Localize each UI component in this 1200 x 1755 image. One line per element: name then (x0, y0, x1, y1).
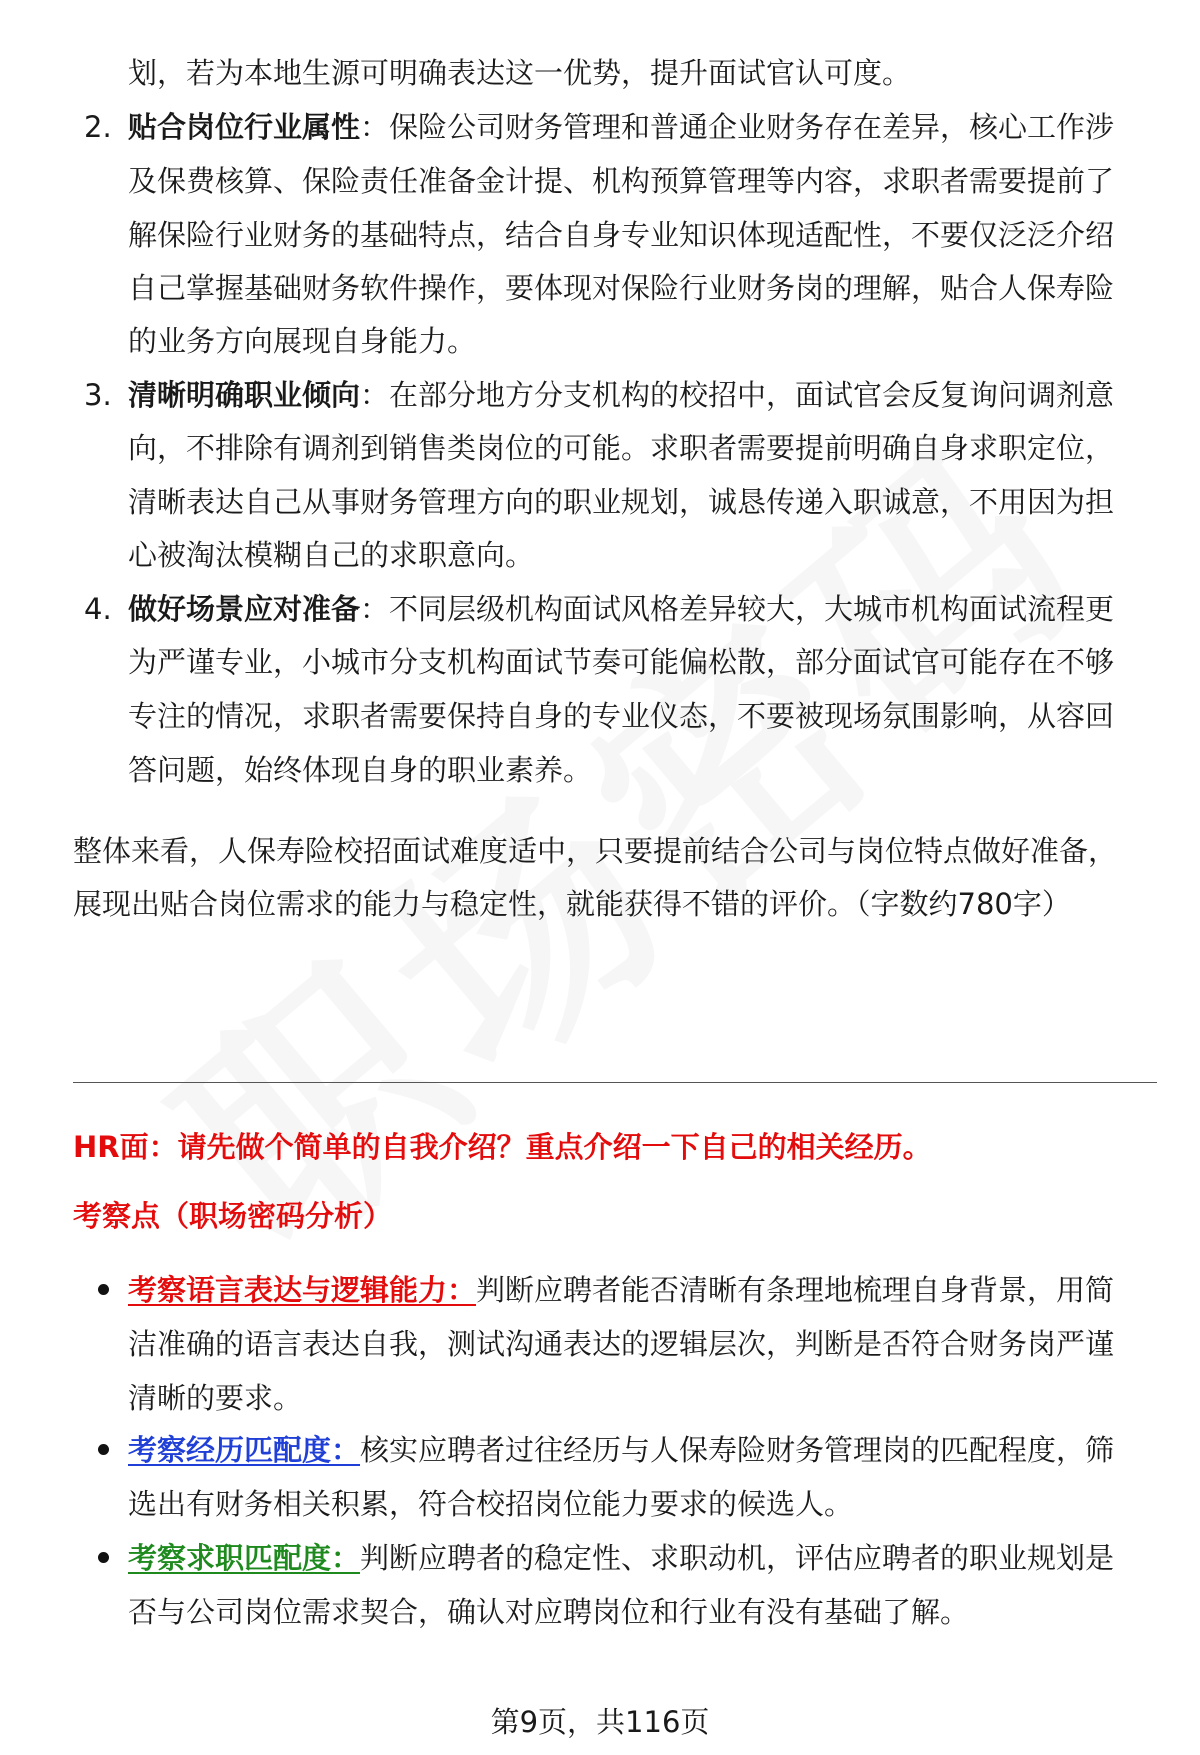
list-item-line: 自己掌握基础财务软件操作，要体现对保险行业财务岗的理解，贴合人保寿险 (128, 271, 1115, 305)
list-number: 4. (84, 592, 112, 626)
tip-title: 清晰明确职业倾向 (128, 378, 361, 412)
tip-text: ：在部分地方分支机构的校招中，面试官会反复询问调剂意 (360, 378, 1115, 412)
list-item-line: 及保费核算、保险责任准备金计提、机构预算管理等内容，求职者需要提前了 (128, 164, 1115, 198)
tip-text: ：不同层级机构面试风格差异较大，大城市机构面试流程更 (360, 592, 1115, 626)
tip-title: 做好场景应对准备 (128, 592, 361, 626)
list-item-line: 专注的情况，求职者需要保持自身的专业仪态，不要被现场氛围影响，从容回 (128, 699, 1115, 733)
summary-line: 整体来看，人保寿险校招面试难度适中，只要提前结合公司与岗位特点做好准备， (73, 834, 1118, 868)
bullet-dot (98, 1444, 109, 1455)
focus-point-line (128, 1430, 1114, 1470)
tip-title: 贴合岗位行业属性 (128, 110, 361, 144)
list-item-line: 解保险行业财务的基础特点，结合自身专业知识体现适配性，不要仅泛泛介绍 (128, 218, 1115, 252)
focus-point-line: 洁准确的语言表达自我，测试沟通表达的逻辑层次，判断是否符合财务岗严谨 (128, 1327, 1115, 1361)
focus-point-line: 选出有财务相关积累，符合校招岗位能力要求的候选人。 (128, 1487, 854, 1521)
list-item-line: 向，不排除有调剂到销售类岗位的可能。求职者需要提前明确自身求职定位， (128, 431, 1115, 465)
bullet-dot (98, 1284, 109, 1295)
focus-text: 判断应聘者能否清晰有条理地梳理自身背景，用简 (476, 1273, 1115, 1307)
focus-text: 判断应聘者的稳定性、求职动机，评估应聘者的职业规划是 (360, 1541, 1115, 1575)
summary-line: 展现出贴合岗位需求的能力与稳定性，就能获得不错的评价。（字数约780字） (73, 887, 1071, 921)
page-footer: 第9页，共116页 (490, 1705, 710, 1739)
focus-point-line: 清晰的要求。 (128, 1381, 303, 1415)
hr-question: HR面：请先做个简单的自我介绍？重点介绍一下自己的相关经历。 (73, 1130, 932, 1164)
focus-point-line (128, 1270, 1114, 1310)
focus-keyword: 考察经历匹配度： (128, 1433, 361, 1467)
tip-text: ：保险公司财务管理和普通企业财务存在差异，核心工作涉 (360, 110, 1115, 144)
section-divider (73, 1082, 1157, 1083)
list-item-line (128, 589, 1114, 629)
list-item-line: 答问题，始终体现自身的职业素养。 (128, 753, 593, 787)
list-item-line: 为严谨专业，小城市分支机构面试节奏可能偏松散，部分面试官可能存在不够 (128, 645, 1115, 679)
focus-text: 核实应聘者过往经历与人保寿险财务管理岗的匹配程度，筛 (360, 1433, 1115, 1467)
bullet-dot (98, 1552, 109, 1563)
list-number: 3. (84, 378, 112, 412)
list-item-line (128, 107, 1114, 147)
list-item-line: 的业务方向展现自身能力。 (128, 324, 477, 358)
focus-keyword: 考察求职匹配度： (128, 1541, 361, 1575)
paragraph-line: 划，若为本地生源可明确表达这一优势，提升面试官认可度。 (128, 56, 912, 90)
list-item-line (128, 375, 1114, 415)
list-item-line: 心被淘汰模糊自己的求职意向。 (128, 538, 535, 572)
list-number: 2. (84, 110, 112, 144)
focus-point-line (128, 1538, 1114, 1578)
focus-title: 考察点（职场密码分析） (73, 1199, 393, 1233)
focus-keyword: 考察语言表达与逻辑能力： (128, 1273, 477, 1307)
focus-point-line: 否与公司岗位需求契合，确认对应聘岗位和行业有没有基础了解。 (128, 1595, 970, 1629)
list-item-line: 清晰表达自己从事财务管理方向的职业规划，诚恳传递入职诚意，不用因为担 (128, 485, 1115, 519)
